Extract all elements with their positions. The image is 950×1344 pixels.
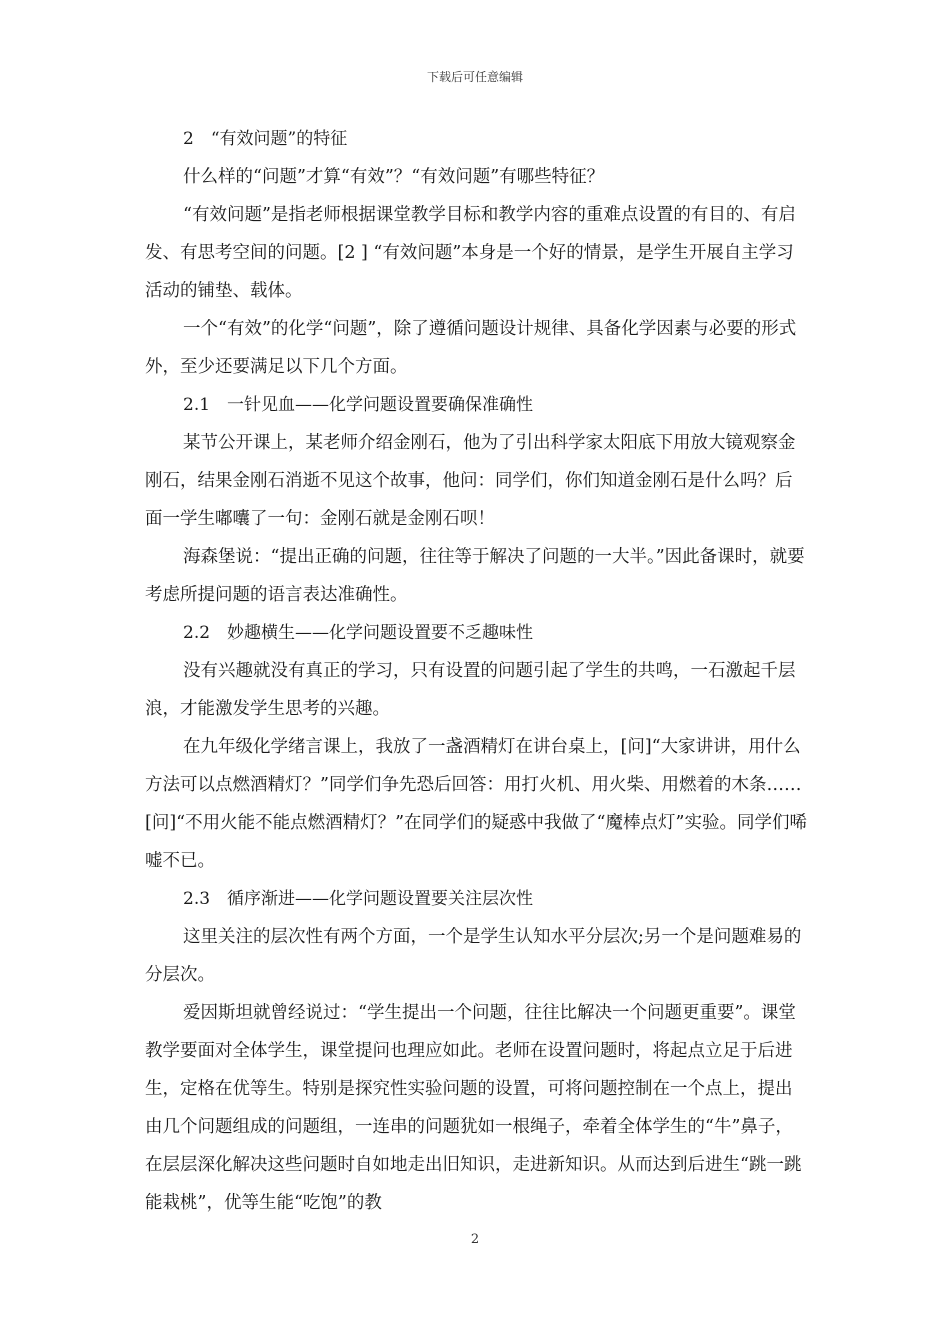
paragraph: 海森堡说：“提出正确的问题，往往等于解决了问题的一大半。”因此备课时，就要考虑所提问题的语言表达准确性。 [145, 547, 805, 605]
paragraph: 这里关注的层次性有两个方面，一个是学生认知水平分层次;另一个是问题难易的分层次。 [145, 927, 802, 985]
paragraph: 爱因斯坦就曾经说过：“学生提出一个问题，往往比解决一个问题更重要”。课堂教学要面对全体学生，课堂提问也理应如此。老师在设置问题时，将起点立足于后进生，定格在优等生。特别是探究性实验问题的设置，可将问题控制在一个点上，提出由几个问题组成的问题组，一连串的问题犹如一根绳子，牵着全体学生的“牛”鼻子，在层层深化解决这些问题时自如地走出旧知识，走进新知识。从而达到后进生“跳一跳能栽桃”，优等生能“吃饱”的教 [145, 1003, 802, 1213]
section-heading: 2.1 一针见血——化学问题设置要确保准确性 [183, 395, 534, 415]
paragraph: 在九年级化学绪言课上，我放了一盏酒精灯在讲台桌上，[问]“大家讲讲，用什么方法可以点燃酒精灯？”同学们争先恐后回答：用打火机、用火柴、用燃着的木条……[问]“不用火能不能点燃酒精灯？”在同学们的疑惑中我做了“魔棒点灯”实验。同学们唏嘘不已。 [145, 737, 807, 871]
page-header: 下载后可任意编辑 [426, 70, 523, 84]
paragraph: 没有兴趣就没有真正的学习，只有设置的问题引起了学生的共鸣，一石激起千层浪，才能激发学生思考的兴趣。 [145, 661, 796, 719]
section-heading: 2.3 循序渐进——化学问题设置要关注层次性 [183, 889, 534, 909]
paragraph: 一个“有效”的化学“问题”，除了遵循问题设计规律、具备化学因素与必要的形式外，至少还要满足以下几个方面。 [145, 319, 797, 377]
paragraph: “有效问题”是指老师根据课堂教学目标和教学内容的重难点设置的有目的、有启发、有思考空间的问题。[2 ] “有效问题”本身是一个好的情景，是学生开展自主学习活动的铺垫、载体。 [145, 205, 796, 301]
section-heading: 2.2 妙趣横生——化学问题设置要不乏趣味性 [183, 623, 534, 643]
paragraph: 什么样的“问题”才算“有效”？“有效问题”有哪些特征？ [183, 167, 605, 187]
section-heading: 2 “有效问题”的特征 [183, 129, 348, 149]
paragraph: 某节公开课上，某老师介绍金刚石，他为了引出科学家太阳底下用放大镜观察金刚石，结果金刚石消逝不见这个故事，他问：同学们，你们知道金刚石是什么吗？后面一学生嘟囔了一句：金刚石就是金刚石呗！ [145, 433, 796, 529]
document-body [145, 120, 807, 1222]
page-number: 2 [470, 1232, 480, 1247]
